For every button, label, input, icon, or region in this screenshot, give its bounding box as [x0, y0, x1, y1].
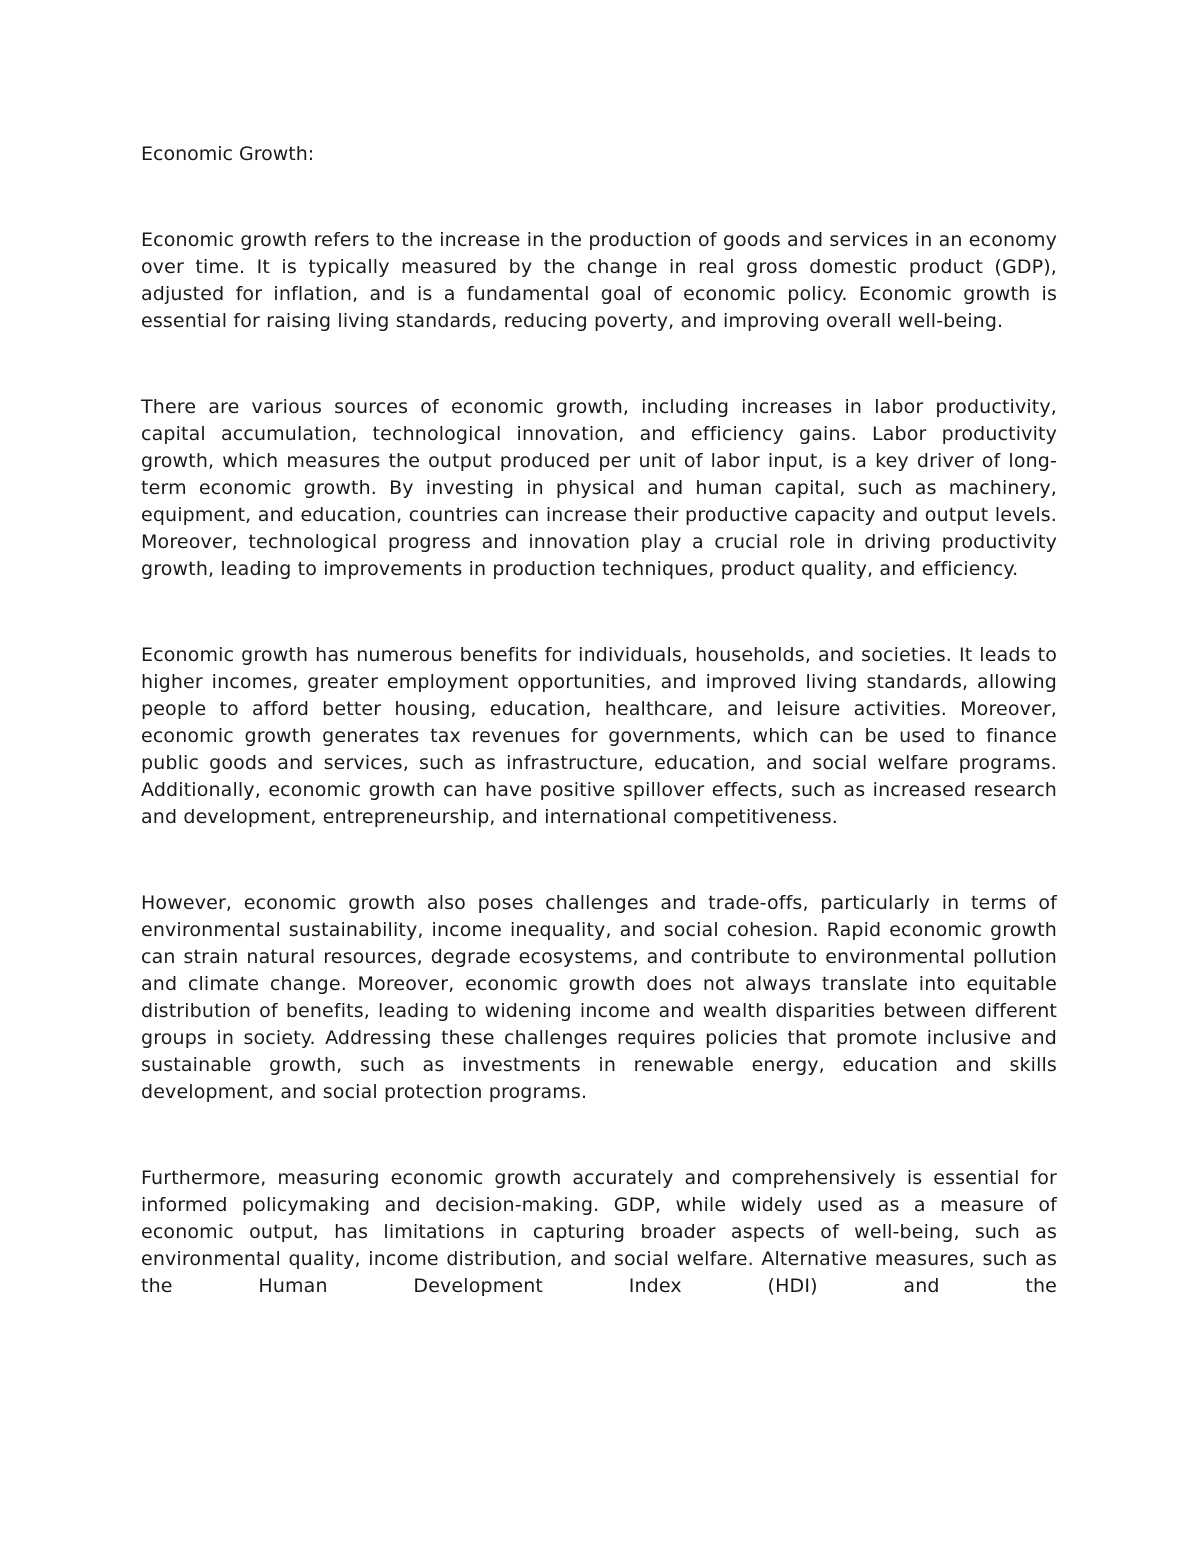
paragraph-benefits: Economic growth has numerous benefits for individuals, households, and societies. It leads to higher incomes, greater employment opportunities, and improved living standards, allowing people to afford better housing, education, healthcare, and leisure activities. Moreover, economic growth generates tax revenues for governments, which can be used to finance public goods and services, such as infrastructure, education, and social welfare programs. Additionally, economic growth can have positive spillover effects, such as increased research and development, entrepreneurship, and international competitiveness. [141, 644, 1057, 828]
paragraph-challenges: However, economic growth also poses challenges and trade-offs, particularly in terms of environmental sustainability, income inequality, and social cohesion. Rapid economic growth can strain natural resources, degrade ecosystems, and contribute to environmental pollution and climate change. Moreover, economic growth does not always translate into equitable distribution of benefits, leading to widening income and wealth disparities between different groups in society. Addressing these challenges requires policies that promote inclusive and sustainable growth, such as investments in renewable energy, education and skills development, and social protection programs. [141, 892, 1057, 1103]
paragraph-definition: Economic growth refers to the increase in the production of goods and services in an economy over time. It is typically measured by the change in real gross domestic product (GDP), adjusted for inflation, and is a fundamental goal of economic policy. Economic growth is essential for raising living standards, reducing poverty, and improving overall well-being. [141, 229, 1057, 332]
document-title: Economic Growth: [141, 143, 315, 165]
paragraph-measurement: Furthermore, measuring economic growth accurately and comprehensively is essential for informed policymaking and decision-making. GDP, while widely used as a measure of economic output, has limitations in capturing broader aspects of well-being, such as environmental quality, income distribution, and social welfare. Alternative measures, such as the Human Development Index (HDI) and the [141, 1167, 1057, 1297]
paragraph-sources: There are various sources of economic growth, including increases in labor productivity, capital accumulation, technological innovation, and efficiency gains. Labor productivity growth, which measures the output produced per unit of labor input, is a key driver of long-term economic growth. By investing in physical and human capital, such as machinery, equipment, and education, countries can increase their productive capacity and output levels. Moreover, technological progress and innovation play a crucial role in driving productivity growth, leading to improvements in production techniques, product quality, and efficiency. [141, 396, 1057, 580]
document-body [141, 141, 1057, 1359]
